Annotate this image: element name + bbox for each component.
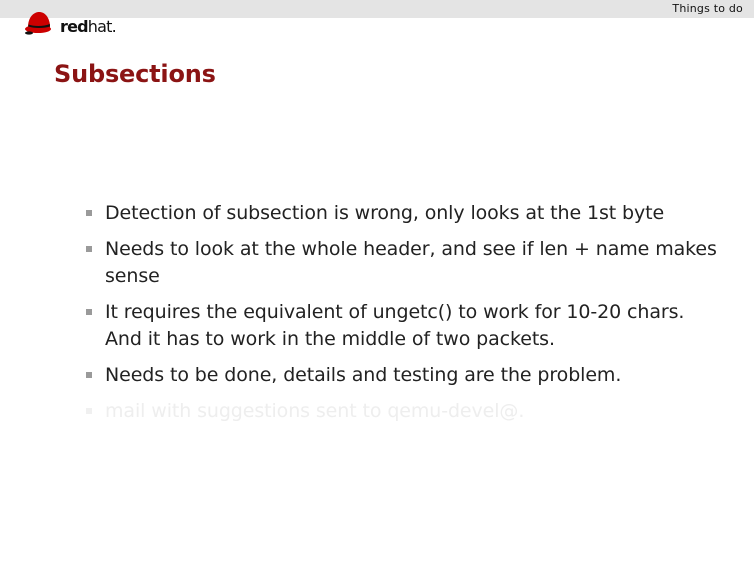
- bullet-marker: [86, 210, 92, 216]
- section-name: Things to do: [672, 2, 743, 15]
- bullet-marker: [86, 246, 92, 252]
- bullet-item: [86, 362, 726, 389]
- bullet-marker: [86, 309, 92, 315]
- bullet-text: mail with suggestions sent to qemu-devel@.: [105, 400, 525, 422]
- bullet-text: It requires the equivalent of ungetc() to work for 10-20 chars. And it has to work in the middle of two packets.: [105, 301, 685, 350]
- bullet-text: Detection of subsection is wrong, only looks at the 1st byte: [105, 202, 665, 224]
- bullet-text: Needs to be done, details and testing are the problem.: [105, 364, 622, 386]
- redhat-logo: [24, 9, 120, 37]
- bullet-marker: [86, 372, 92, 378]
- bullet-marker: [86, 408, 92, 414]
- bullet-list: [86, 200, 726, 434]
- bullet-item: [86, 299, 726, 353]
- bullet-item: [86, 200, 726, 227]
- logo-wordmark: [60, 18, 116, 36]
- bullet-text: Needs to look at the whole header, and see if len + name makes sense: [105, 238, 717, 287]
- logo-wordmark-bold: red: [60, 17, 88, 36]
- bullet-item: [86, 236, 726, 290]
- logo-wordmark-light: hat.: [87, 17, 116, 36]
- bullet-item-hidden: [86, 398, 726, 425]
- shadowman-hat-icon: [24, 9, 60, 35]
- slide-title: Subsections: [54, 60, 216, 88]
